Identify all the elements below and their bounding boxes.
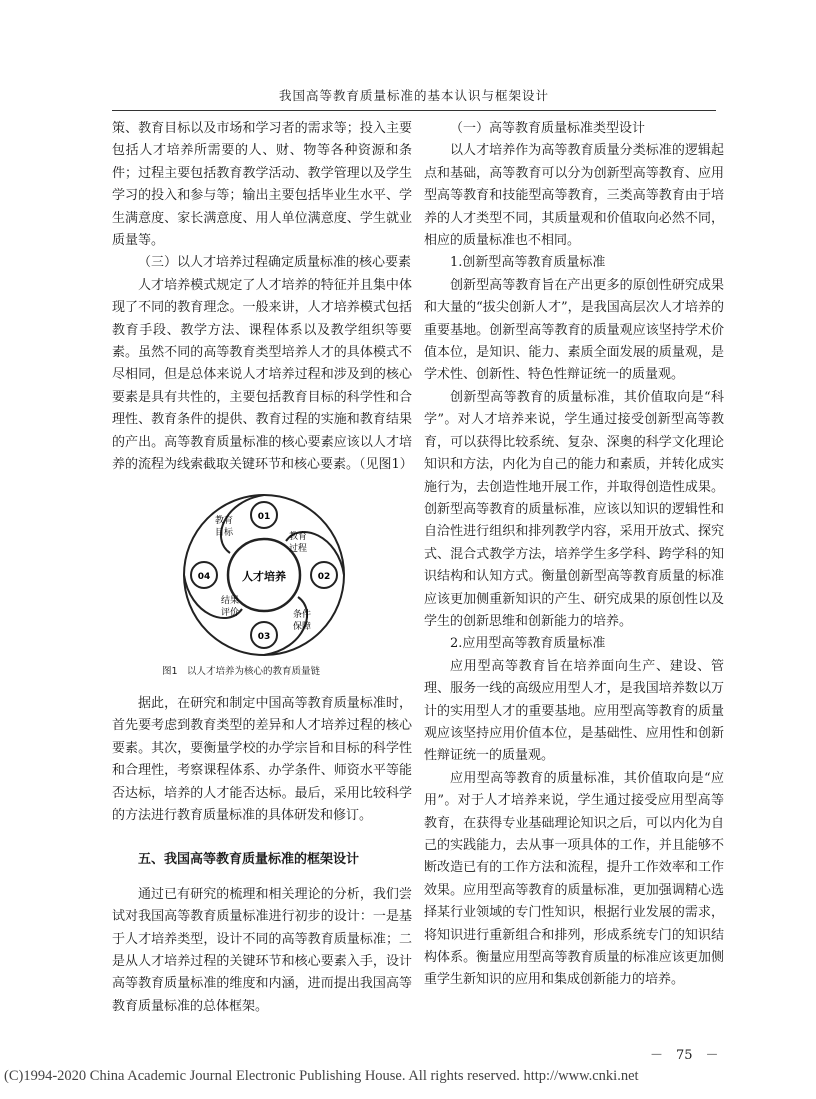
node-02-label-line2: 过程 <box>288 543 308 554</box>
page-number: － 75 － <box>650 1048 719 1063</box>
copyright-footer: (C)1994-2020 China Academic Journal Electronic Publishing House. All rights reserved. http://www.cnki.net <box>4 1068 639 1084</box>
node-03-label-line2: 保障 <box>292 621 312 632</box>
right-paragraph-3: 创新型高等教育的质量标准，其价值取向是“科学”。对人才培养来说，学生通过接受创新型高等教育，可以获得比较系统、复杂、深奥的科学文化理论知识和方法，内化为自己的能力和素质，并转化成实施行为，去创造性地开展工作，并取得创造性成果。创新型高等教育的质量标准，应该以知识的逻辑性和自洽性进行组织和排列教学内容，采用开放式、探究式、混合式教学方法，培养学生多学科、跨学科的知识结构和认知方式。衡量创新型高等教育质量的标准应该更加侧重新知识的产生、研究成果的原创性以及学生的创新思维和创新能力的培养。 <box>424 389 724 629</box>
node-04-label-line2: 评价 <box>220 607 240 618</box>
node-01-label-line2: 目标 <box>214 527 234 538</box>
left-paragraph-1: 策、教育目标以及市场和学习者的需求等；投入主要包括人才培养所需要的人、财、物等各种资源和条件；过程主要包括教育教学活动、教学管理以及学生学习的投入和参与等；输出主要包括毕业生水平、学生满意度、家长满意度、用人单位满意度、学生就业质量等。 <box>112 121 412 249</box>
node-01-label-line1: 教育 <box>214 515 234 526</box>
node-03-label-line1: 条件 <box>292 609 312 620</box>
figure-1 <box>112 491 412 659</box>
item-2-heading: 2.应用型高等教育质量标准 <box>450 636 606 652</box>
figure-1-caption: 图1 以人才培养为核心的教育质量链 <box>162 665 321 677</box>
node-04-number: 04 <box>197 571 211 582</box>
node-04-label-line1: 结果 <box>220 595 240 606</box>
left-paragraph-3: 据此，在研究和制定中国高等教育质量标准时，首先要考虑到教育类型的差异和人才培养过程的核心要素。其次，要衡量学校的办学宗旨和目标的科学性和合理性，考察课程体系、办学条件、师资水平等能否达标，培养的人才能否达标。最后，采用比较科学的方法进行教育质量标准的具体研发和修订。 <box>112 695 412 823</box>
node-02-number: 02 <box>317 571 331 582</box>
subsection-3-heading: （三）以人才培养过程确定质量标准的核心要素 <box>138 255 412 271</box>
right-paragraph-4: 应用型高等教育旨在培养面向生产、建设、管理、服务一线的高级应用型人才，是我国培养数以万计的实用型人才的重要基地。应用型高等教育的质量观应该坚持应用价值本位，是基础性、应用性和创新性辩证统一的质量观。 <box>424 658 724 764</box>
center-label: 人才培养 <box>242 569 286 583</box>
section-5-heading: 五、我国高等教育质量标准的框架设计 <box>138 852 360 868</box>
right-column <box>424 118 724 992</box>
left-paragraph-2: 人才培养模式规定了人才培养的特征并且集中体现了不同的教育理念。一般来讲，人才培养模式包括教育手段、教学方法、课程体系以及教学组织等要素。虽然不同的高等教育类型培养人才的具体模式不尽相同，但是总体来说人才培养过程和涉及到的核心要素是具有共性的，主要包括教育目标的科学性和合理性、教育条件的提供、教育过程的实施和教育结果的产出。高等教育质量标准的核心要素应该以人才培养的流程为线索截取关键环节和核心要素。（见图1） <box>112 277 413 473</box>
education-quality-chain-diagram <box>112 491 412 659</box>
subsection-1-heading: （一）高等教育质量标准类型设计 <box>450 121 646 136</box>
left-column <box>112 118 412 1018</box>
right-paragraph-1: 以人才培养作为高等教育质量分类标准的逻辑起点和基础，高等教育可以分为创新型高等教育、应用型高等教育和技能型高等教育，三类高等教育由于培养的人才类型不同，其质量观和价值取向必然不同，相应的质量标准也不相同。 <box>424 143 724 249</box>
left-paragraph-4: 通过已有研究的梳理和相关理论的分析，我们尝试对我国高等教育质量标准进行初步的设计：一是基于人才培养类型，设计不同的高等教育质量标准；二是从人才培养过程的关键环节和核心要素入手，设计高等教育质量标准的维度和内涵，进而提出我国高等教育质量标准的总体框架。 <box>112 886 412 1014</box>
node-02-label-line1: 教育 <box>288 531 308 542</box>
right-paragraph-2: 创新型高等教育旨在产出更多的原创性研究成果和大量的“拔尖创新人才”，是我国高层次人才培养的重要基地。创新型高等教育的质量观应该坚持学术价值本位，是知识、能力、素质全面发展的质量观，是学术性、创新性、特色性辩证统一的质量观。 <box>424 277 724 383</box>
node-01-number: 01 <box>257 511 271 522</box>
right-paragraph-5: 应用型高等教育的质量标准，其价值取向是“应用”。对于人才培养来说，学生通过接受应用型高等教育，在获得专业基础理论知识之后，可以内化为自己的实践能力，去从事一项具体的工作，并且能够不断改造已有的工作方法和流程，提升工作效率和工作效果。应用型高等教育的质量标准，更加强调精心选择某行业领域的专门性知识，根据行业发展的需求，将知识进行重新组合和排列，形成系统专门的知识结构体系。衡量应用型高等教育质量的标准应该更加侧重学生新知识的应用和集成创新能力的培养。 <box>424 770 724 988</box>
item-1-heading: 1.创新型高等教育质量标准 <box>450 255 606 271</box>
running-header: 我国高等教育质量标准的基本认识与框架设计 <box>112 86 716 111</box>
node-03-number: 03 <box>257 631 271 642</box>
